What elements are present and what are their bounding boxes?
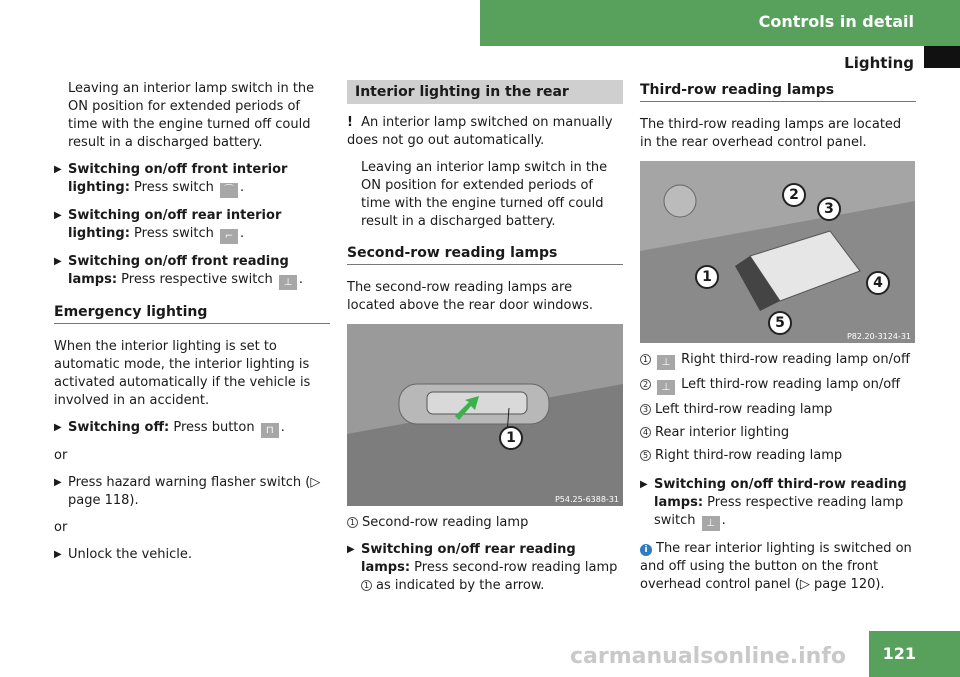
legend-item: 1 Second-row reading lamp: [347, 514, 623, 532]
callout-3: 3: [817, 197, 841, 221]
list-item: ▶ Switching on/off third-row reading lamps: Press respective reading lamp switch ⊥ .: [640, 477, 907, 529]
column-3: [640, 80, 916, 603]
emergency-text: When the interior lighting is set to automatic mode, the interior lighting is activated automatically if the vehicle is involved in an accident.: [54, 339, 311, 408]
reading-lamp-icon: ⊥: [279, 275, 297, 290]
callout-5: 5: [768, 311, 792, 335]
emergency-heading: Emergency lighting: [54, 304, 330, 324]
reading-lamp-icon: ⊥: [702, 516, 720, 531]
warning-icon: !: [347, 115, 353, 130]
image-code: P54.25-6388-31: [554, 495, 619, 504]
warning-note: ! An interior lamp switched on manually does not go out automatically.: [347, 115, 613, 148]
list-item: ▶ Switching on/off front interior lighting: Press switch ⌒ .: [54, 162, 288, 196]
arrow-icon: ▶: [54, 422, 62, 433]
column-2: [347, 80, 623, 604]
legend-item: 1 ⊥ Right third-row reading lamp on/off: [640, 351, 916, 370]
page-number: 121: [882, 644, 916, 663]
header-tab: [924, 46, 960, 68]
third-row-heading: Third-row reading lamps: [640, 82, 916, 102]
info-icon: i: [640, 544, 652, 556]
column-1: [54, 80, 330, 573]
or-text: or: [54, 448, 68, 463]
second-row-heading: Second-row reading lamps: [347, 245, 623, 265]
callout-1: 1: [499, 426, 523, 450]
rear-light-icon: ⌐: [220, 229, 238, 244]
arrow-icon: ▶: [54, 164, 62, 175]
photo-drawing: [347, 324, 623, 506]
or-text: or: [54, 520, 68, 535]
list-item: ▶ Switching on/off front reading lamps: Press respective switch ⊥ .: [54, 254, 304, 288]
arrow-icon: ▶: [54, 549, 62, 560]
interior-light-button-icon: ⊓: [261, 423, 279, 438]
reading-lamp-icon: ⊥: [657, 380, 675, 395]
list-item: ▶ Switching on/off rear interior lighting: Press switch ⌐ .: [54, 208, 282, 242]
list-item: ▶ Switching on/off rear reading lamps: Press second-row reading lamp 1 as indicated by the arrow.: [347, 542, 618, 593]
legend-item: 4 Rear interior lighting: [640, 424, 916, 441]
callout-4: 4: [866, 271, 890, 295]
list-item: ▶ Press hazard warning flasher switch (▷ page 118).: [54, 475, 321, 508]
subsection-title: Lighting: [844, 54, 914, 72]
arrow-icon: ▶: [54, 477, 62, 488]
third-row-text: The third-row reading lamps are located in the rear overhead control panel.: [640, 117, 902, 150]
rear-lighting-heading: Interior lighting in the rear: [347, 80, 623, 104]
watermark: carmanualsonline.info: [570, 644, 846, 669]
arrow-icon: ▶: [54, 256, 62, 267]
list-item: ▶ Switching off: Press button ⊓ .: [54, 420, 285, 436]
front-light-icon: ⌒: [220, 183, 238, 198]
battery-note: Leaving an interior lamp switch in the ON position for extended periods of time with the engine turned off could result in a discharged battery.: [361, 160, 608, 229]
second-row-lamp-photo: [347, 324, 623, 506]
arrow-icon: ▶: [347, 544, 355, 555]
arrow-icon: ▶: [640, 479, 648, 490]
reading-lamp-icon: ⊥: [657, 355, 675, 370]
legend-item: 3 Left third-row reading lamp: [640, 401, 916, 418]
legend-item: 5 Right third-row reading lamp: [640, 447, 916, 464]
third-row-lamp-photo: [640, 161, 915, 343]
info-note: i The rear interior lighting is switched on and off using the button on the front overhead control panel (▷ page 120).: [640, 541, 912, 592]
callout-1: 1: [695, 265, 719, 289]
section-title: Controls in detail: [758, 12, 914, 31]
list-item: ▶ Unlock the vehicle.: [54, 547, 193, 562]
second-row-text: The second-row reading lamps are located above the rear door windows.: [347, 280, 593, 313]
arrow-icon: ▶: [54, 210, 62, 221]
legend-item: 2 ⊥ Left third-row reading lamp on/off: [640, 376, 916, 395]
image-code: P82.20-3124-31: [846, 332, 911, 341]
callout-2: 2: [782, 183, 806, 207]
battery-note: Leaving an interior lamp switch in the ON position for extended periods of time with the engine turned off could result in a discharged battery.: [68, 81, 315, 150]
